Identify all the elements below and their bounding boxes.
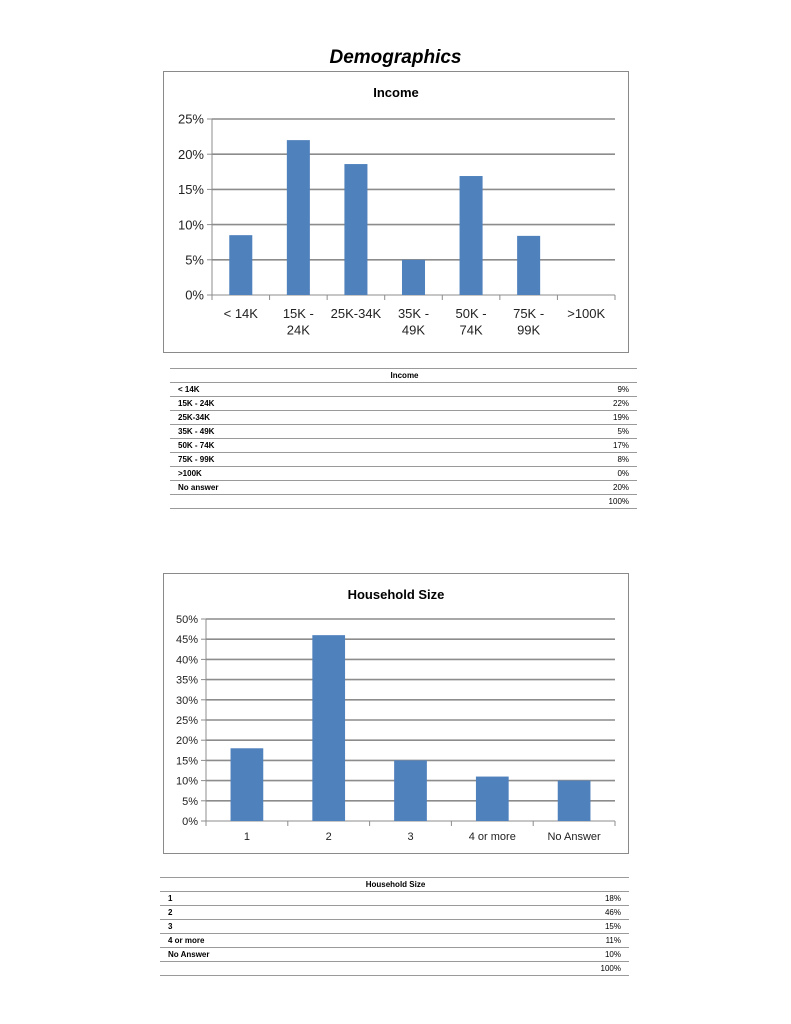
row-value: 17% <box>520 439 637 453</box>
x-tick-label: 4 or more <box>468 831 516 843</box>
row-value: 10% <box>510 948 629 962</box>
table-row <box>170 453 637 467</box>
chart-title: Income <box>373 85 419 100</box>
x-tick-label: 35K -49K <box>397 306 430 338</box>
row-label: 4 or more <box>160 934 510 948</box>
table-row <box>170 439 637 453</box>
chart-title: Household Size <box>347 587 445 602</box>
row-value: 18% <box>510 892 629 906</box>
income-chart <box>163 71 629 353</box>
bar <box>460 176 483 295</box>
row-value: 20% <box>520 481 637 495</box>
income-table-title: Income <box>170 369 637 383</box>
bar <box>287 140 310 295</box>
x-tick-label: 15K -24K <box>282 306 314 338</box>
row-label: No answer <box>170 481 520 495</box>
bar <box>517 236 540 295</box>
y-tick-label: 20% <box>177 146 204 162</box>
bar <box>476 777 509 821</box>
table-total-row <box>170 495 637 509</box>
x-tick-label: 1 <box>243 831 250 843</box>
row-value: 8% <box>520 453 637 467</box>
y-tick-label: 5% <box>185 252 204 268</box>
row-value: 5% <box>520 425 637 439</box>
row-label: 15K - 24K <box>170 397 520 411</box>
row-label-empty <box>160 962 510 976</box>
page-title: Demographics <box>329 47 462 68</box>
bar <box>344 164 367 295</box>
household-size-chart <box>163 573 629 854</box>
row-value: 0% <box>520 467 637 481</box>
y-tick-label: 20% <box>175 735 198 748</box>
table-row <box>170 397 637 411</box>
bar <box>231 748 264 821</box>
row-value: 19% <box>520 411 637 425</box>
total-value: 100% <box>510 962 629 976</box>
row-label-empty <box>170 495 520 509</box>
household-table-title: Household Size <box>160 878 629 892</box>
y-tick-label: 15% <box>177 182 204 198</box>
table-row <box>160 920 629 934</box>
bar <box>402 260 425 295</box>
row-label: 25K-34K <box>170 411 520 425</box>
table-row <box>160 906 629 920</box>
table-row <box>160 892 629 906</box>
x-tick-label: 3 <box>407 831 414 843</box>
row-label: 1 <box>160 892 510 906</box>
row-value: 9% <box>520 383 637 397</box>
table-row <box>170 383 637 397</box>
row-label: 2 <box>160 906 510 920</box>
y-tick-label: 25% <box>175 714 198 727</box>
y-tick-label: 0% <box>185 287 204 303</box>
row-label: No Answer <box>160 948 510 962</box>
table-row <box>170 467 637 481</box>
row-label: 75K - 99K <box>170 453 520 467</box>
y-tick-label: 0% <box>182 815 198 828</box>
row-value: 22% <box>520 397 637 411</box>
table-header-row <box>170 369 637 383</box>
x-tick-label: No Answer <box>547 831 601 843</box>
household-size-table <box>160 877 629 976</box>
household-size-chart-svg <box>164 574 628 853</box>
bar <box>229 235 252 295</box>
income-chart-svg <box>164 72 628 352</box>
row-label: 3 <box>160 920 510 934</box>
y-tick-label: 50% <box>175 613 198 626</box>
y-tick-label: 10% <box>175 775 198 788</box>
row-label: < 14K <box>170 383 520 397</box>
x-tick-label: >100K <box>567 306 606 321</box>
y-tick-label: 35% <box>175 674 198 687</box>
table-row <box>160 934 629 948</box>
x-tick-label: 75K -99K <box>513 306 545 338</box>
y-tick-label: 10% <box>177 217 204 233</box>
bar <box>312 635 345 821</box>
x-tick-label: 2 <box>325 831 332 843</box>
row-label: 35K - 49K <box>170 425 520 439</box>
y-tick-label: 5% <box>182 795 198 808</box>
row-value: 15% <box>510 920 629 934</box>
row-label: 50K - 74K <box>170 439 520 453</box>
table-row <box>170 411 637 425</box>
x-tick-label: 25K-34K <box>330 306 382 321</box>
income-table <box>170 368 637 509</box>
table-total-row <box>160 962 629 976</box>
x-tick-label: < 14K <box>223 306 258 321</box>
row-value: 11% <box>510 934 629 948</box>
table-header-row <box>160 878 629 892</box>
bar <box>558 781 591 821</box>
bar <box>394 760 427 821</box>
row-label: >100K <box>170 467 520 481</box>
table-row <box>170 425 637 439</box>
y-tick-label: 30% <box>175 694 198 707</box>
total-value: 100% <box>520 495 637 509</box>
x-tick-label: 50K -74K <box>455 306 487 338</box>
table-row <box>170 481 637 495</box>
y-tick-label: 25% <box>177 111 204 127</box>
row-value: 46% <box>510 906 629 920</box>
y-tick-label: 45% <box>175 634 198 647</box>
table-row <box>160 948 629 962</box>
y-tick-label: 40% <box>175 654 198 667</box>
y-tick-label: 15% <box>175 755 198 768</box>
